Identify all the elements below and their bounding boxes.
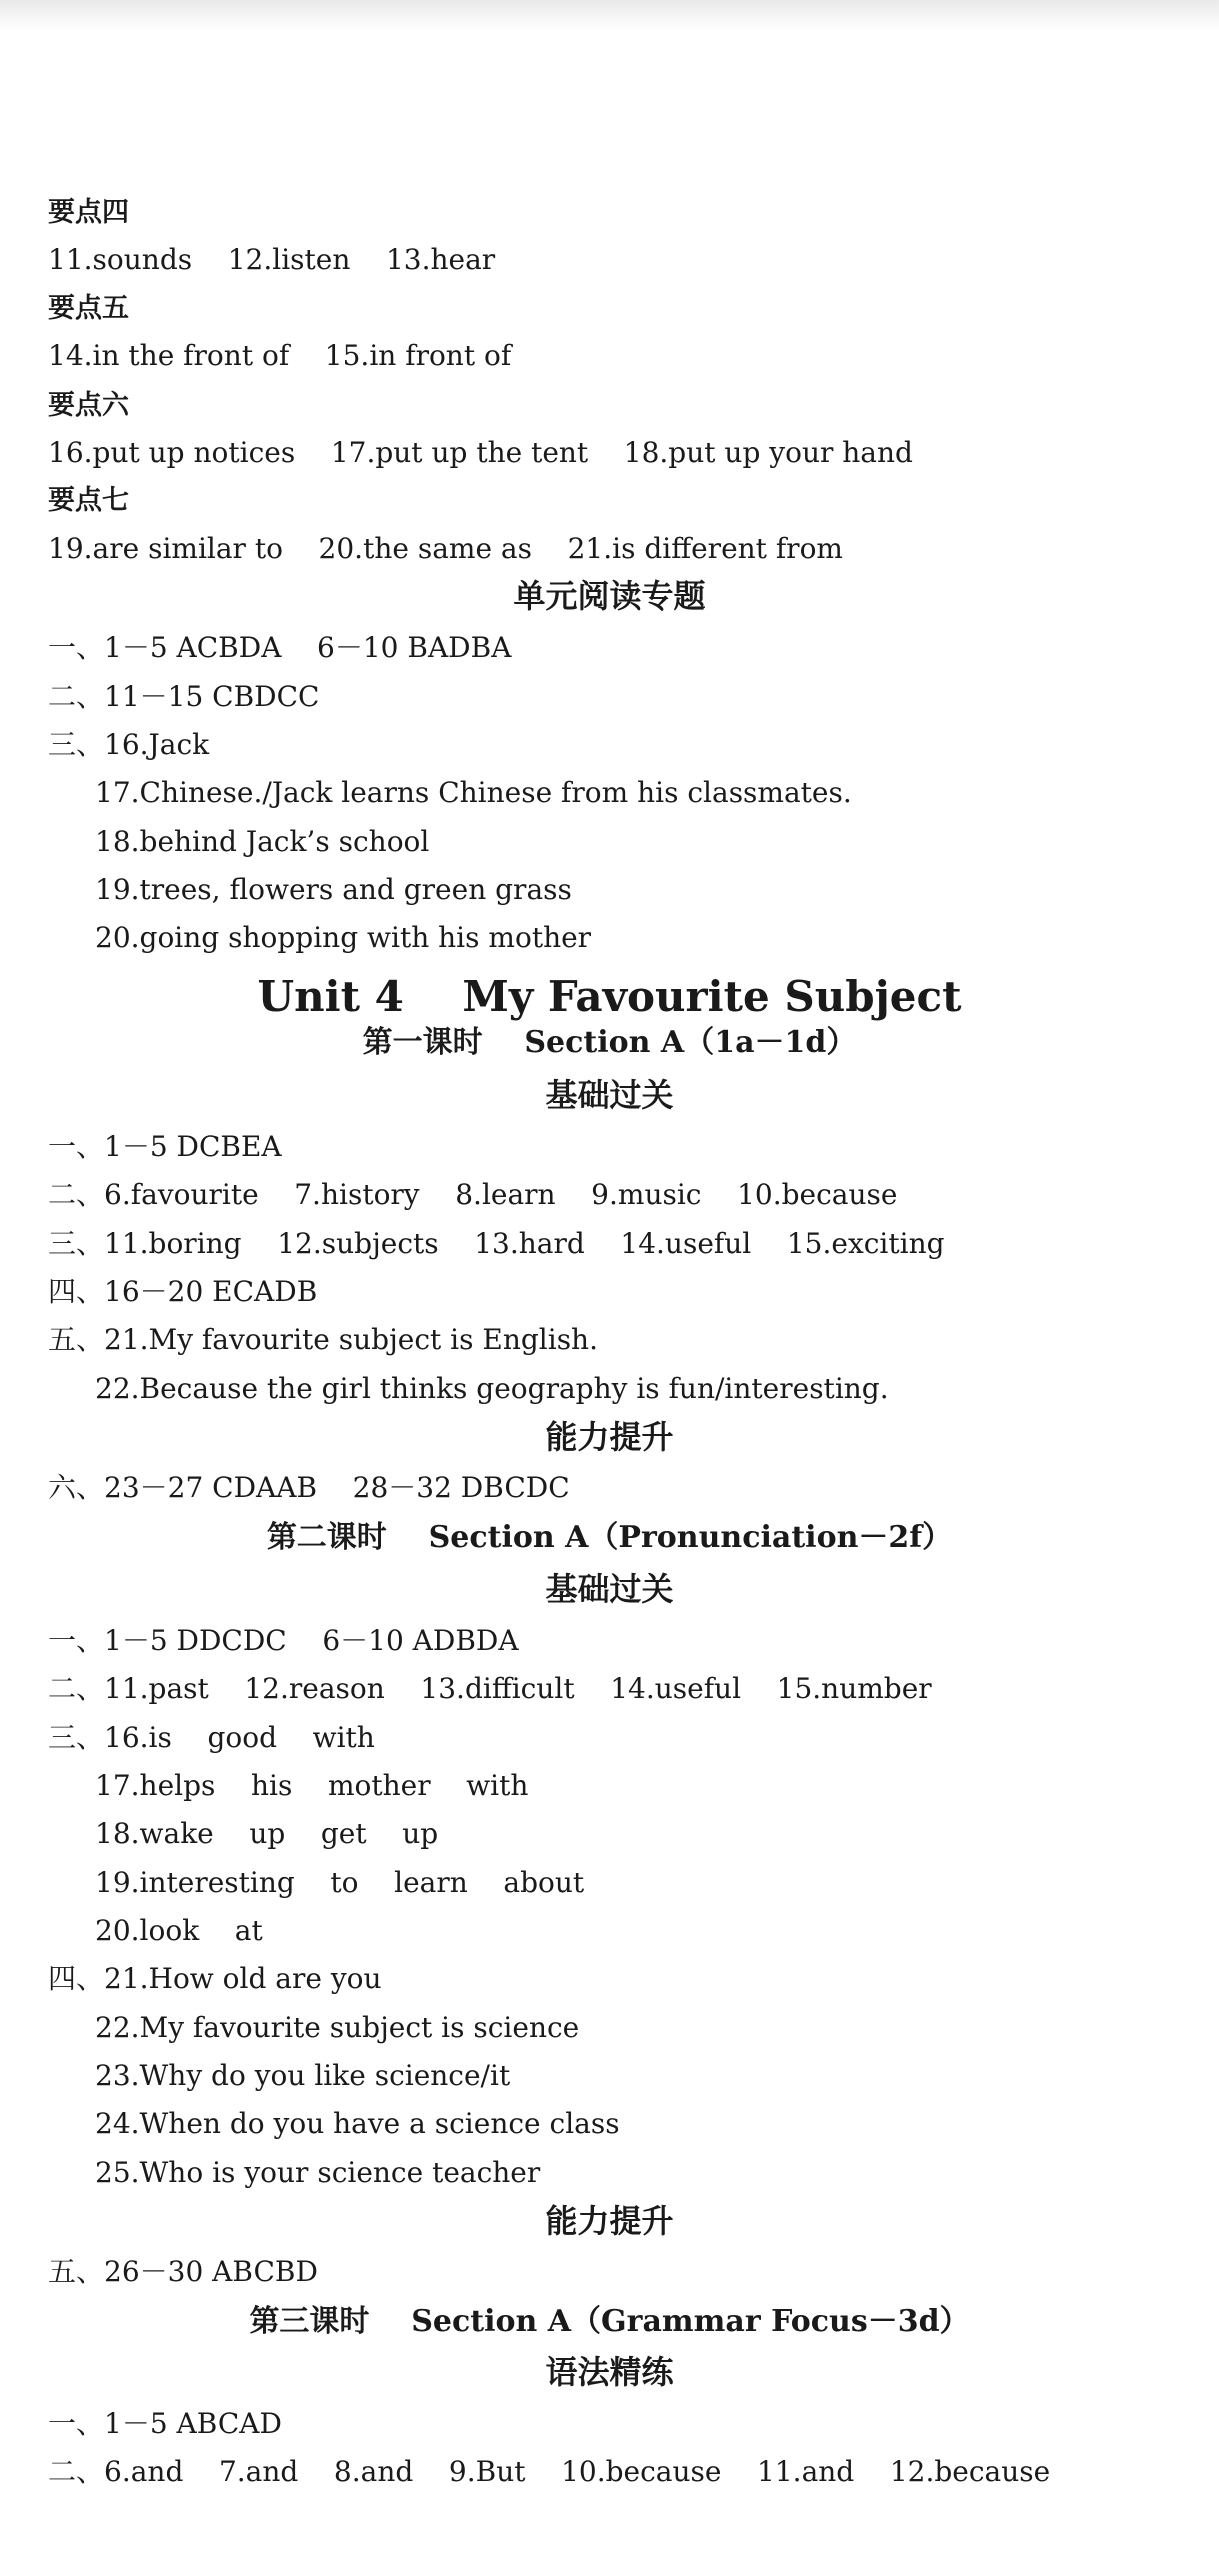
answer-line: 22.Because the girl thinks geography is fun/interesting. bbox=[95, 1372, 889, 1405]
key-point-heading: 要点五 bbox=[48, 293, 129, 324]
answer-line: 一、1－5 ABCAD bbox=[48, 2407, 282, 2440]
scan-top-shadow bbox=[0, 0, 1219, 30]
answer-line: 24.When do you have a science class bbox=[95, 2107, 620, 2140]
answer-line: 三、16.Jack bbox=[48, 728, 210, 761]
unit-title: Unit 4 My Favourite Subject bbox=[257, 972, 962, 1021]
answer-line: 四、16－20 ECADB bbox=[48, 1275, 318, 1308]
answer-line: 25.Who is your science teacher bbox=[95, 2156, 541, 2189]
lesson-heading: 第三课时 Section A（Grammar Focus－3d） bbox=[249, 2304, 970, 2339]
answer-line: 五、21.My favourite subject is English. bbox=[48, 1323, 598, 1356]
answer-line: 二、11－15 CBDCC bbox=[48, 680, 320, 713]
answer-line: 20.look at bbox=[95, 1914, 263, 1947]
answer-line: 22.My favourite subject is science bbox=[95, 2011, 580, 2044]
answer-line: 14.in the front of 15.in front of bbox=[48, 339, 512, 372]
answer-line: 一、1－5 ACBDA 6－10 BADBA bbox=[48, 631, 512, 664]
subsection-heading: 语法精练 bbox=[545, 2353, 674, 2391]
answer-line: 五、26－30 ABCBD bbox=[48, 2255, 318, 2288]
subsection-heading: 基础过关 bbox=[545, 1570, 674, 1608]
answer-line: 19.trees, flowers and green grass bbox=[95, 873, 572, 906]
answer-line: 二、6.favourite 7.history 8.learn 9.music 10.because bbox=[48, 1178, 898, 1211]
answer-line: 六、23－27 CDAAB 28－32 DBCDC bbox=[48, 1471, 570, 1504]
answer-line: 二、6.and 7.and 8.and 9.But 10.because 11.and 12.because bbox=[48, 2455, 1051, 2488]
answer-line: 18.wake up get up bbox=[95, 1817, 439, 1850]
answer-line: 三、16.is good with bbox=[48, 1721, 375, 1754]
answer-line: 11.sounds 12.listen 13.hear bbox=[48, 243, 496, 276]
subsection-heading: 能力提升 bbox=[545, 1418, 674, 1456]
answer-line: 23.Why do you like science/it bbox=[95, 2059, 511, 2092]
answer-line: 16.put up notices 17.put up the tent 18.put up your hand bbox=[48, 436, 913, 469]
subsection-heading: 基础过关 bbox=[545, 1076, 674, 1114]
answer-line: 一、1－5 DCBEA bbox=[48, 1130, 282, 1163]
answer-line: 20.going shopping with his mother bbox=[95, 921, 592, 954]
answer-line: 一、1－5 DDCDC 6－10 ADBDA bbox=[48, 1624, 519, 1657]
answer-line: 17.Chinese./Jack learns Chinese from his classmates. bbox=[95, 776, 852, 809]
answer-line: 18.behind Jack’s school bbox=[95, 825, 430, 858]
section-heading: 单元阅读专题 bbox=[513, 577, 706, 615]
answer-line: 三、11.boring 12.subjects 13.hard 14.useful 15.exciting bbox=[48, 1227, 945, 1260]
lesson-heading: 第一课时 Section A（1a－1d） bbox=[362, 1025, 857, 1060]
answer-line: 17.helps his mother with bbox=[95, 1769, 529, 1802]
lesson-heading: 第二课时 Section A（Pronunciation－2f） bbox=[266, 1520, 953, 1555]
answer-line: 二、11.past 12.reason 13.difficult 14.useful 15.number bbox=[48, 1672, 932, 1705]
answer-line: 19.interesting to learn about bbox=[95, 1866, 585, 1899]
key-point-heading: 要点四 bbox=[48, 197, 129, 228]
answer-line: 四、21.How old are you bbox=[48, 1962, 382, 1995]
key-point-heading: 要点七 bbox=[48, 485, 129, 516]
answer-line: 19.are similar to 20.the same as 21.is different from bbox=[48, 532, 843, 565]
subsection-heading: 能力提升 bbox=[545, 2202, 674, 2240]
key-point-heading: 要点六 bbox=[48, 390, 129, 421]
